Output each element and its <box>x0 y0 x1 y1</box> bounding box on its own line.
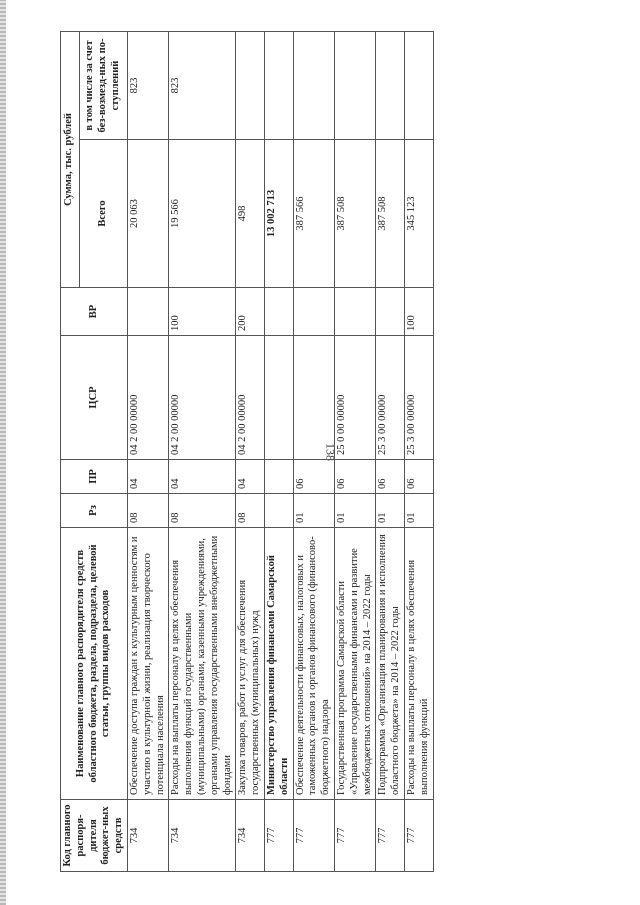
cell-pr: 06 <box>293 460 334 494</box>
cell-csr: 04 2 00 00000 <box>127 336 168 460</box>
cell-name: Закупка товаров, работ и услуг для обеспечения государственных (муниципальных) нужд <box>236 528 265 800</box>
cell-rz: 01 <box>404 494 433 528</box>
cell-name: Расходы на выплаты персоналу в целях обеспечения выполнения функций государственными (муниципальными) органами, казенными учреждениями, органами управления государственными внебюджетными фондами <box>169 528 236 800</box>
cell-code: 777 <box>376 800 405 872</box>
header-free: в том числе за счет без-возмезд-ных по-ступлений <box>79 32 127 140</box>
table-row <box>376 32 405 872</box>
budget-table <box>60 31 434 872</box>
cell-free <box>376 32 405 140</box>
cell-pr: 04 <box>127 460 168 494</box>
table-row <box>334 32 375 872</box>
cell-total: 498 <box>236 140 265 288</box>
cell-free <box>264 32 293 140</box>
header-pr: ПР <box>61 460 128 494</box>
cell-name: Подпрограмма «Организация планирования и исполнения областного бюджета» на 2014 – 2022 годы <box>376 528 405 800</box>
cell-pr <box>264 460 293 494</box>
cell-vr: 100 <box>169 288 236 336</box>
cell-csr: 04 2 00 00000 <box>236 336 265 460</box>
cell-name: Расходы на выплаты персоналу в целях обеспечения выполнения функций <box>404 528 433 800</box>
cell-code: 734 <box>169 800 236 872</box>
cell-total: 20 063 <box>127 140 168 288</box>
table-row <box>169 32 236 872</box>
header-sum: Сумма, тыс. рублей <box>61 32 80 288</box>
cell-pr: 06 <box>376 460 405 494</box>
cell-name: Государственная программа Самарской области «Управление государственными финансами и развитие межбюджетных отношений» на 2014 – 2022 годы <box>334 528 375 800</box>
cell-csr <box>293 336 334 460</box>
cell-code: 734 <box>236 800 265 872</box>
cell-vr: 100 <box>404 288 433 336</box>
cell-name: Министерство управления финансами Самарской области <box>264 528 293 800</box>
cell-rz: 01 <box>376 494 405 528</box>
cell-free <box>334 32 375 140</box>
cell-rz <box>264 494 293 528</box>
cell-total: 387 508 <box>376 140 405 288</box>
cell-vr <box>264 288 293 336</box>
cell-free <box>404 32 433 140</box>
cell-pr: 06 <box>404 460 433 494</box>
cell-vr <box>293 288 334 336</box>
cell-code: 777 <box>404 800 433 872</box>
cell-name: Обеспечение доступа граждан к культурным ценностям и участию в культурной жизни, реализация творческого потенциала населения <box>127 528 168 800</box>
cell-rz: 08 <box>236 494 265 528</box>
table-row <box>127 32 168 872</box>
table-row <box>264 32 293 872</box>
cell-csr <box>264 336 293 460</box>
cell-total: 387 566 <box>293 140 334 288</box>
cell-csr: 04 2 00 00000 <box>169 336 236 460</box>
header-rz: Рз <box>61 494 128 528</box>
header-code: Код главного распоря-дителя бюджет-ных средств <box>61 800 128 872</box>
cell-rz: 08 <box>127 494 168 528</box>
cell-csr: 25 3 00 00000 <box>404 336 433 460</box>
cell-csr: 25 3 00 00000 <box>376 336 405 460</box>
header-vr: ВР <box>61 288 128 336</box>
header-name: Наименование главного распорядителя средств областного бюджета, раздела, подраздела, целевой статьи, группы видов расходов <box>61 528 128 800</box>
cell-free: 823 <box>127 32 168 140</box>
cell-csr: 25 0 00 00000 <box>334 336 375 460</box>
cell-free <box>236 32 265 140</box>
cell-pr: 04 <box>169 460 236 494</box>
cell-code: 734 <box>127 800 168 872</box>
scan-edge <box>0 0 6 905</box>
cell-vr <box>376 288 405 336</box>
cell-rz: 08 <box>169 494 236 528</box>
header-total: Всего <box>79 140 127 288</box>
cell-vr: 200 <box>236 288 265 336</box>
cell-free <box>293 32 334 140</box>
table-row <box>236 32 265 872</box>
cell-pr: 06 <box>334 460 375 494</box>
header-csr: ЦСР <box>61 336 128 460</box>
cell-code: 777 <box>293 800 334 872</box>
cell-total: 345 123 <box>404 140 433 288</box>
cell-total: 19 566 <box>169 140 236 288</box>
cell-rz: 01 <box>293 494 334 528</box>
document-page <box>60 32 626 872</box>
cell-rz: 01 <box>334 494 375 528</box>
header-row-1 <box>61 32 80 872</box>
page-number: 138 <box>323 443 338 461</box>
cell-code: 777 <box>264 800 293 872</box>
table-row <box>293 32 334 872</box>
table-row <box>404 32 433 872</box>
cell-vr <box>127 288 168 336</box>
cell-free: 823 <box>169 32 236 140</box>
cell-vr <box>334 288 375 336</box>
cell-total: 13 002 713 <box>264 140 293 288</box>
cell-name: Обеспечение деятельности финансовых, налоговых и таможенных органов и органов финансового (финансово-бюджетного) надзора <box>293 528 334 800</box>
cell-pr: 04 <box>236 460 265 494</box>
cell-code: 777 <box>334 800 375 872</box>
cell-total: 387 508 <box>334 140 375 288</box>
